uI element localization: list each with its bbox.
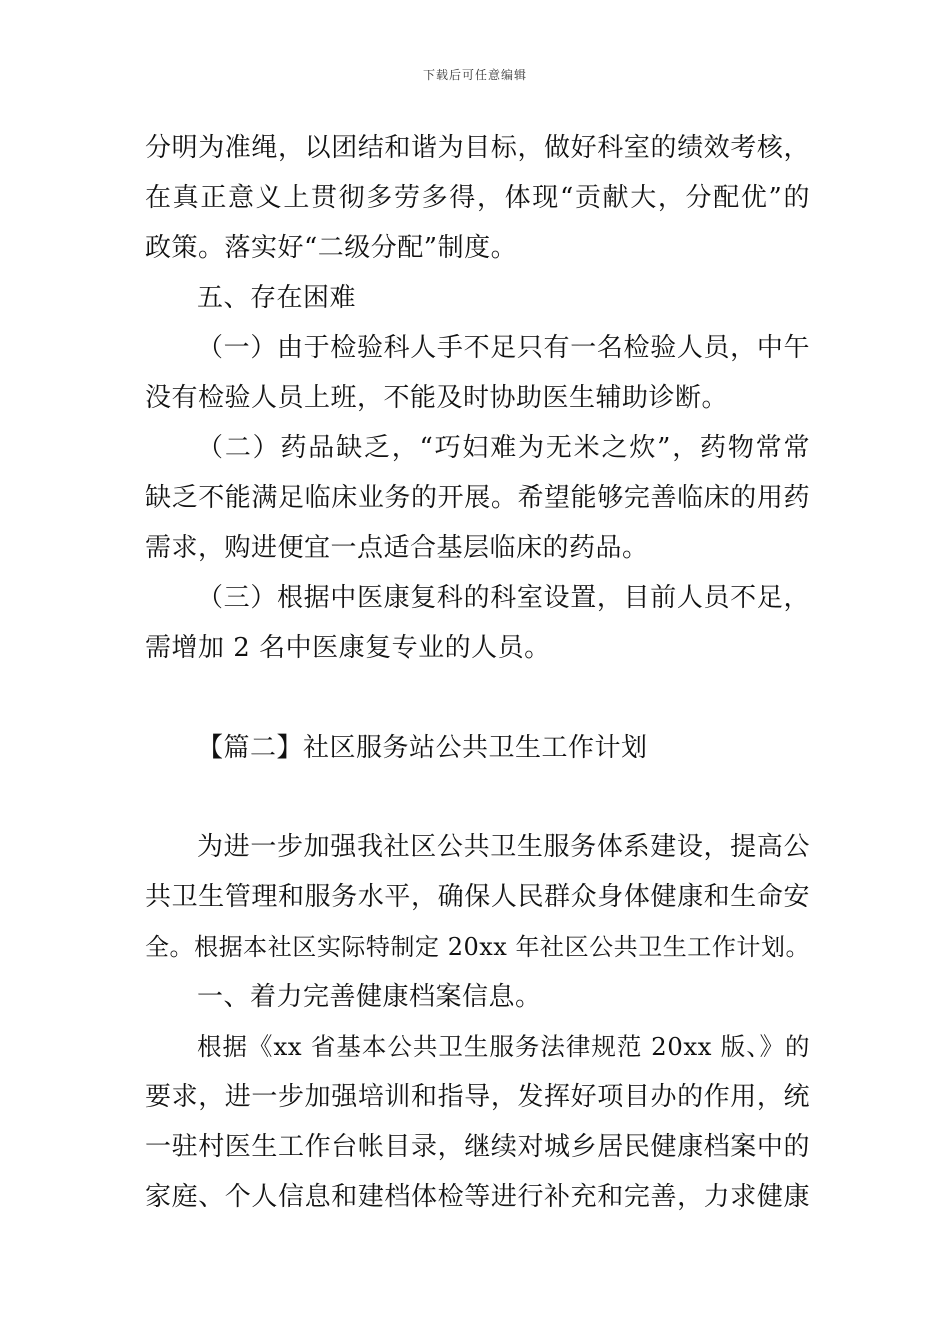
paragraph-line: 为进一步加强我社区公共卫生服务体系建设，提高公 [197, 832, 810, 862]
paragraph-line: （三）根据中医康复科的科室设置，目前人员不足， [197, 583, 810, 613]
paragraph-line: 共卫生管理和服务水平，确保人民群众身体健康和生命安 [145, 882, 810, 912]
section-heading: 一、着力完善健康档案信息。 [197, 982, 542, 1012]
paragraph-line: 全。根据本社区实际特制定 20xx 年社区公共卫生工作计划。 [145, 933, 810, 961]
paragraph-line: 根据《xx 省基本公共卫生服务法律规范 20xx 版、》的 [197, 1032, 810, 1061]
paragraph-line: 缺乏不能满足临床业务的开展。希望能够完善临床的用药 [145, 483, 810, 513]
paragraph-line: 政策。落实好“二级分配”制度。 [145, 233, 518, 263]
paragraph-line: 一驻村医生工作台帐目录，继续对城乡居民健康档案中的 [145, 1132, 810, 1162]
paragraph-line: （二）药品缺乏，“巧妇难为无米之炊”，药物常常 [197, 433, 810, 463]
page-header: 下载后可任意编辑 [422, 68, 527, 82]
paragraph-line: 分明为准绳，以团结和谐为目标，做好科室的绩效考核， [145, 133, 810, 163]
chapter-title: 【篇二】社区服务站公共卫生工作计划 [197, 733, 648, 763]
paragraph-line: （一）由于检验科人手不足只有一名检验人员，中午 [197, 333, 810, 363]
paragraph-line: 要求，进一步加强培训和指导，发挥好项目办的作用，统 [145, 1082, 810, 1112]
paragraph-line: 没有检验人员上班，不能及时协助医生辅助诊断。 [145, 383, 729, 413]
paragraph-line: 需求，购进便宜一点适合基层临床的药品。 [145, 533, 649, 563]
paragraph-line: 需增加 2 名中医康复专业的人员。 [145, 633, 551, 663]
paragraph-line: 在真正意义上贯彻多劳多得，体现“贡献大，分配优”的 [145, 183, 810, 213]
paragraph-line: 家庭、个人信息和建档体检等进行补充和完善，力求健康 [145, 1182, 810, 1212]
section-heading: 五、存在困难 [197, 283, 357, 313]
